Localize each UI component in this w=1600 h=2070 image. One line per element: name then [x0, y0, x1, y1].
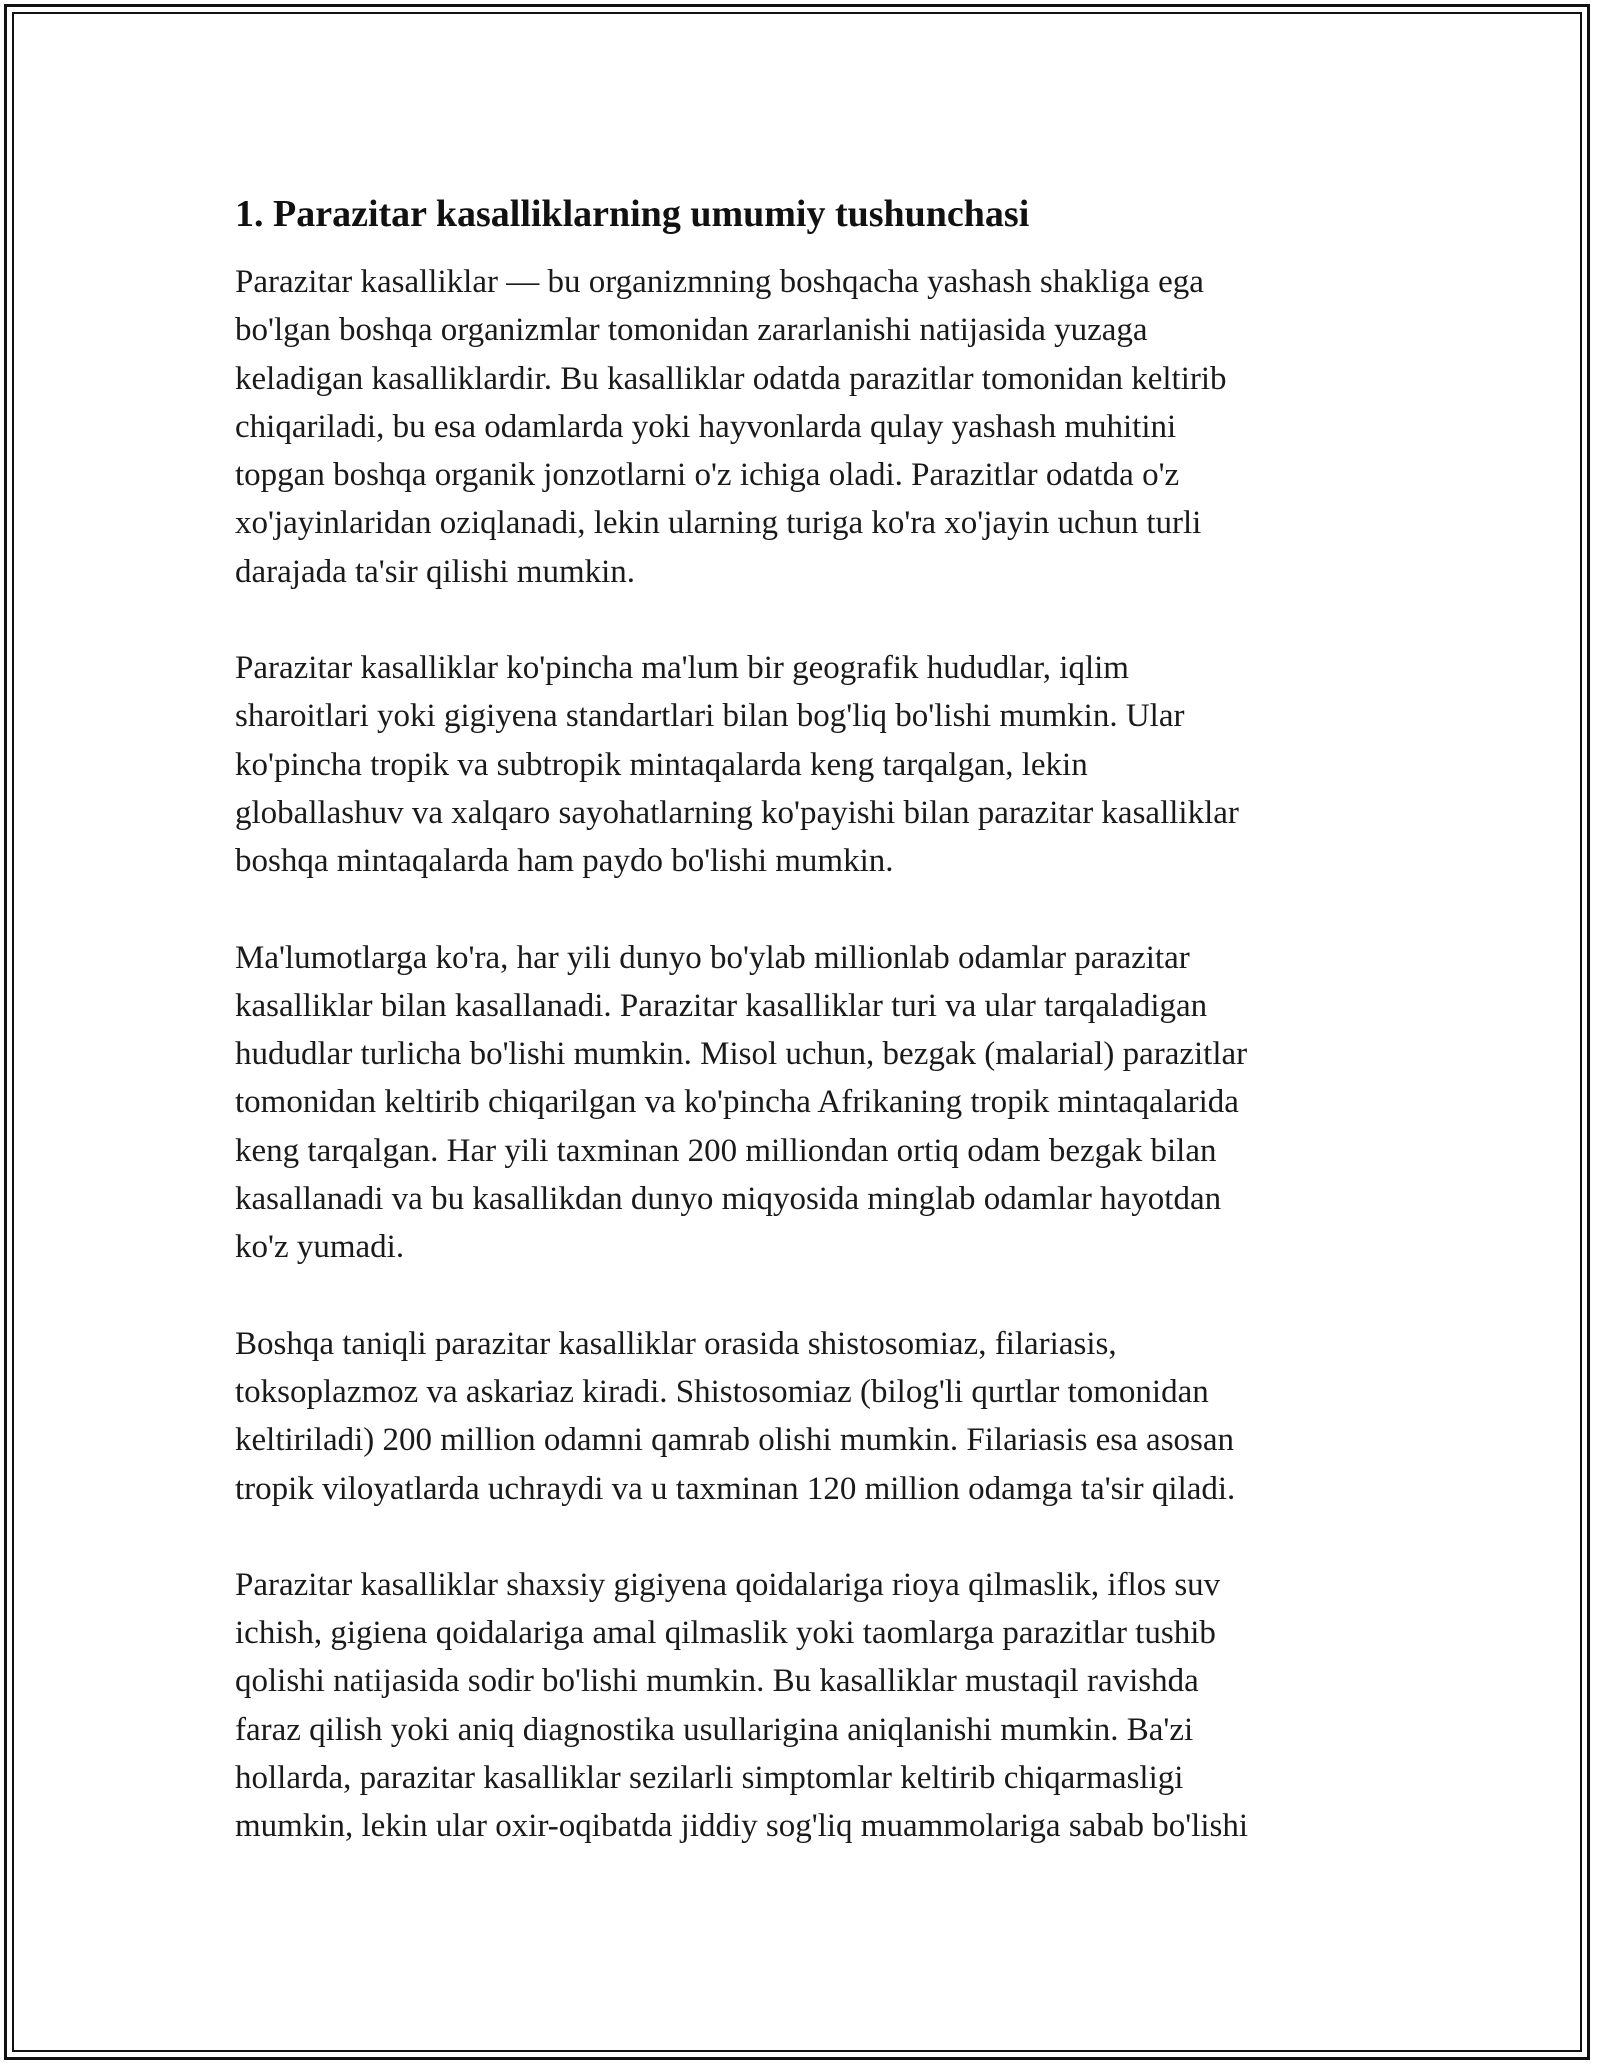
- paragraph-line: tomonidan keltirib chiqarilgan va ko'pincha Afrikaning tropik mintaqalarida: [235, 1084, 1239, 1121]
- paragraph-line: toksoplazmoz va askariaz kiradi. Shistosomiaz (bilog'li qurtlar tomonidan: [235, 1373, 1209, 1410]
- paragraph-list: [235, 258, 1365, 1851]
- paragraph-line: Boshqa taniqli parazitar kasalliklar orasida shistosomiaz, filariasis,: [235, 1325, 1117, 1362]
- paragraph-line: ichish, gigiena qoidalariga amal qilmaslik yoki taomlarga parazitlar tushib: [235, 1615, 1216, 1652]
- paragraph-line: darajada ta'sir qilishi mumkin.: [235, 553, 636, 590]
- paragraph-3: [235, 934, 1365, 1272]
- paragraph-line: hududlar turlicha bo'lishi mumkin. Misol uchun, bezgak (malarial) parazitlar: [235, 1036, 1248, 1073]
- paragraph-4: [235, 1320, 1365, 1513]
- paragraph-line: chiqariladi, bu esa odamlarda yoki hayvonlarda qulay yashash muhitini: [235, 408, 1177, 445]
- paragraph-line: xo'jayinlaridan oziqlanadi, lekin ularning turiga ko'ra xo'jayin uchun turli: [235, 505, 1202, 542]
- document-body: [235, 188, 1365, 1899]
- paragraph-line: boshqa mintaqalarda ham paydo bo'lishi mumkin.: [235, 843, 894, 880]
- paragraph-line: Ma'lumotlarga ko'ra, har yili dunyo bo'ylab millionlab odamlar parazitar: [235, 939, 1190, 976]
- paragraph-line: hollarda, parazitar kasalliklar sezilarli simptomlar keltirib chiqarmasligi: [235, 1760, 1184, 1797]
- paragraph-line: kasallanadi va bu kasallikdan dunyo miqyosida minglab odamlar hayotdan: [235, 1181, 1222, 1218]
- paragraph-line: topgan boshqa organik jonzotlarni o'z ichiga oladi. Parazitlar odatda o'z: [235, 457, 1180, 494]
- paragraph-line: bo'lgan boshqa organizmlar tomonidan zararlanishi natijasida yuzaga: [235, 312, 1148, 349]
- paragraph-line: keltiriladi) 200 million odamni qamrab olishi mumkin. Filariasis esa asosan: [235, 1422, 1235, 1459]
- paragraph-line: faraz qilish yoki aniq diagnostika usullarigina aniqlanishi mumkin. Ba'zi: [235, 1711, 1194, 1748]
- paragraph-line: qolishi natijasida sodir bo'lishi mumkin. Bu kasalliklar mustaqil ravishda: [235, 1663, 1199, 1700]
- paragraph-line: ko'pincha tropik va subtropik mintaqalarda keng tarqalgan, lekin: [235, 746, 1088, 783]
- paragraph-line: Parazitar kasalliklar — bu organizmning boshqacha yashash shakliga ega: [235, 264, 1204, 300]
- paragraph-line: globallashuv va xalqaro sayohatlarning ko'payishi bilan parazitar kasalliklar: [235, 794, 1239, 831]
- paragraph-line: keng tarqalgan. Har yili taxminan 200 milliondan ortiq odam bezgak bilan: [235, 1132, 1217, 1169]
- paragraph-line: ko'z yumadi.: [235, 1229, 405, 1266]
- paragraph-line: Parazitar kasalliklar ko'pincha ma'lum bir geografik hududlar, iqlim: [235, 650, 1129, 687]
- paragraph-1: [235, 258, 1365, 596]
- paragraph-2: [235, 644, 1365, 885]
- paragraph-line: sharoitlari yoki gigiyena standartlari bilan bog'liq bo'lishi mumkin. Ular: [235, 698, 1185, 735]
- section-heading: 1. Parazitar kasalliklarning umumiy tushunchasi: [235, 193, 1030, 235]
- paragraph-line: tropik viloyatlarda uchraydi va u taxminan 120 million odamga ta'sir qiladi.: [235, 1470, 1236, 1507]
- paragraph-5: [235, 1561, 1365, 1851]
- paragraph-line: Parazitar kasalliklar shaxsiy gigiyena qoidalariga rioya qilmaslik, iflos suv: [235, 1566, 1221, 1603]
- paragraph-line: kasalliklar bilan kasallanadi. Parazitar kasalliklar turi va ular tarqaladigan: [235, 987, 1208, 1024]
- paragraph-line: keladigan kasalliklardir. Bu kasalliklar odatda parazitlar tomonidan keltirib: [235, 360, 1227, 397]
- paragraph-line: mumkin, lekin ular oxir-oqibatda jiddiy sog'liq muammolariga sabab bo'lishi: [235, 1808, 1248, 1845]
